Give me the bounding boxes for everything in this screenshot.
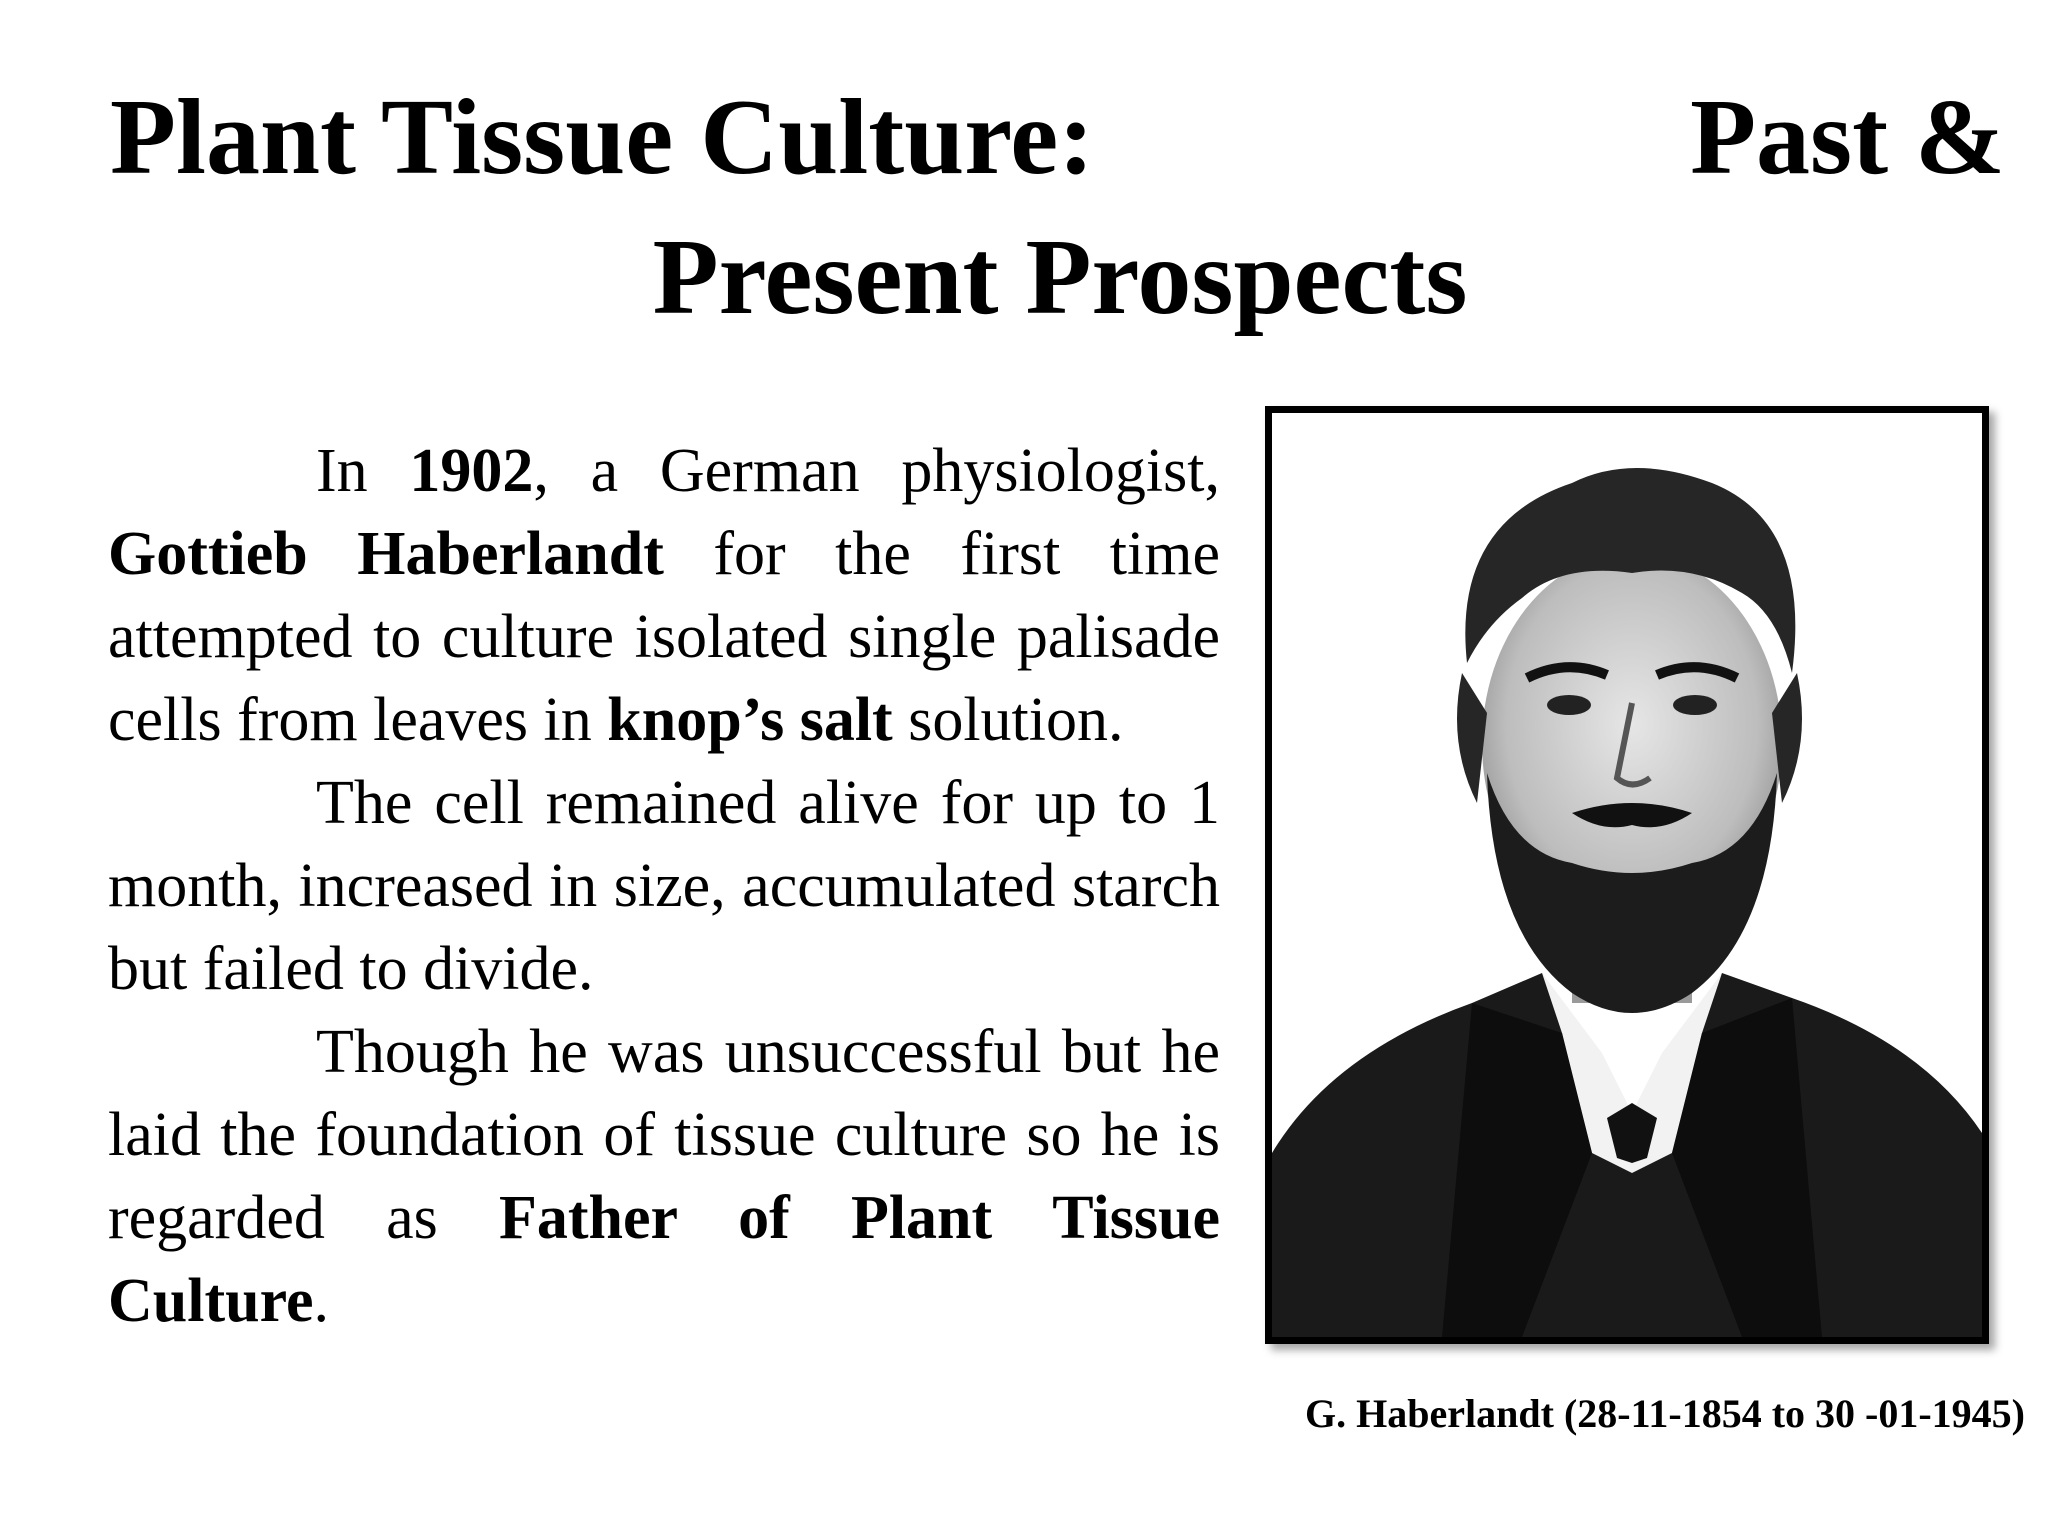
p1-salt: knop’s salt (607, 686, 893, 754)
slide-title-line-2: Present Prospects (652, 218, 1468, 337)
p1-text-2: , a German physiologist, (533, 437, 1220, 505)
p1-name: Gottieb Haberlandt (108, 520, 664, 588)
p3-text-2: . (313, 1267, 330, 1335)
portrait-frame (1265, 406, 1989, 1344)
title-right: Past & (1690, 78, 2005, 197)
portrait-photo-icon (1272, 413, 1982, 1337)
paragraph-1 (108, 430, 1220, 762)
portrait-caption: G. Haberlandt (28-11-1854 to 30 -01-1945) (1305, 1391, 2025, 1436)
p3-father: Father of Plant Tissue Culture (108, 1184, 1221, 1335)
slide-title-line-1 (110, 70, 2005, 205)
title-left: Plant Tissue Culture: (110, 78, 1095, 197)
paragraph-3 (108, 1011, 1220, 1343)
p1-year: 1902 (409, 437, 534, 505)
p1-text-1: In (316, 437, 410, 505)
paragraph-2: The cell remained alive for up to 1 month, increased in size, accumulated starch but failed to divide. (108, 769, 1220, 1003)
p1-text-4: solution. (892, 686, 1124, 754)
p1-text-3: for the first time attempted to culture isolated single palisade cells from leaves in (108, 520, 1220, 754)
p3-text-1: Though he was unsuccessful but he laid the foundation of tissue culture so he is regarded as (108, 1018, 1220, 1252)
body-text (108, 430, 1220, 1343)
